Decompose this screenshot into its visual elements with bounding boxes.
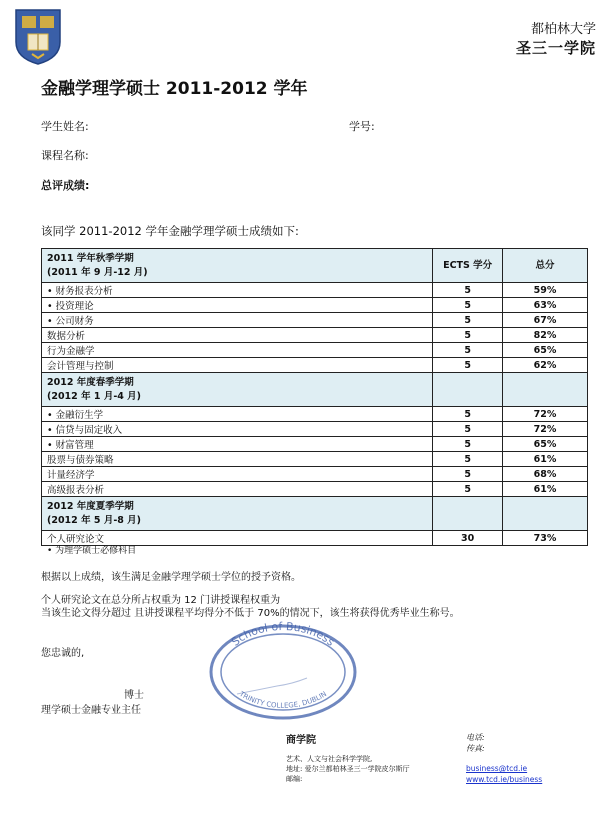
score-column-header	[503, 373, 588, 407]
semester-title: 2012 年度春季学期	[47, 376, 134, 388]
module-credit: 5	[433, 407, 503, 422]
module-name: 行为金融学	[42, 343, 433, 358]
semester-header	[42, 497, 433, 531]
module-name: 会计管理与控制	[42, 358, 433, 373]
module-credit: 5	[433, 283, 503, 298]
semester-header-row	[42, 373, 588, 407]
module-score: 61%	[503, 482, 588, 497]
module-score: 62%	[503, 358, 588, 373]
semester-header-row	[42, 497, 588, 531]
document-title: 金融学理学硕士 2011-2012 学年	[41, 79, 308, 99]
module-credit: 5	[433, 422, 503, 437]
footer-school-name: 商学院	[286, 735, 316, 746]
module-name: • 投资理论	[42, 298, 433, 313]
module-credit: 5	[433, 467, 503, 482]
module-score: 65%	[503, 437, 588, 452]
module-name: 数据分析	[42, 328, 433, 343]
table-row	[42, 467, 588, 482]
student-name-label: 学生姓名:	[41, 120, 89, 133]
semester-header-row	[42, 249, 588, 283]
table-row	[42, 437, 588, 452]
table-row	[42, 452, 588, 467]
footer-postcode: 邮编:	[286, 775, 303, 783]
stamp-bottom-text: TRINITY COLLEGE, DUBLIN	[237, 689, 329, 710]
footer-faculty: 艺术、人文与社会科学学院,	[286, 755, 373, 763]
module-name: 个人研究论文	[42, 531, 433, 546]
semester-title: 2012 年度夏季学期	[47, 500, 134, 512]
module-score: 73%	[503, 531, 588, 546]
module-name: • 财务报表分析	[42, 283, 433, 298]
eligibility-paragraph: 根据以上成绩，该生满足金融学理学硕士学位的授予资格。	[41, 572, 301, 583]
module-credit: 5	[433, 358, 503, 373]
credit-column-header: ECTS 学分	[433, 249, 503, 283]
table-row	[42, 407, 588, 422]
table-row	[42, 298, 588, 313]
credit-column-header	[433, 373, 503, 407]
semester-header	[42, 373, 433, 407]
module-credit: 30	[433, 531, 503, 546]
university-name-line2: 圣三一学院	[515, 39, 596, 57]
table-row	[42, 283, 588, 298]
module-score: 82%	[503, 328, 588, 343]
module-credit: 5	[433, 437, 503, 452]
mandatory-note: • 为理学硕士必修科目	[47, 546, 137, 556]
footer-website-link[interactable]: www.tcd.ie/business	[466, 775, 543, 784]
module-name: • 金融衍生学	[42, 407, 433, 422]
university-crest-icon	[14, 8, 62, 66]
module-score: 59%	[503, 283, 588, 298]
semester-header	[42, 249, 433, 283]
module-credit: 5	[433, 343, 503, 358]
signature-role: 理学硕士金融专业主任	[41, 705, 141, 716]
signature-title: 博士	[124, 690, 144, 701]
student-id-label: 学号:	[349, 120, 375, 133]
university-name	[516, 20, 596, 58]
semester-dates: (2011 年 9 月-12 月)	[47, 266, 148, 278]
footer-phone-label: 电话:	[466, 733, 485, 742]
module-name: 股票与债券策略	[42, 452, 433, 467]
weighting-paragraph-line1: 个人研究论文在总分所占权重为 12 门讲授课程权重为	[41, 595, 281, 606]
table-row	[42, 482, 588, 497]
footer-email-link[interactable]: business@tcd.ie	[466, 764, 528, 773]
module-score: 61%	[503, 452, 588, 467]
overall-grade-label: 总评成绩:	[41, 179, 90, 192]
module-credit: 5	[433, 482, 503, 497]
table-row	[42, 328, 588, 343]
module-score: 72%	[503, 407, 588, 422]
semester-dates: (2012 年 5 月-8 月)	[47, 514, 142, 526]
score-column-header	[503, 497, 588, 531]
school-stamp	[207, 620, 359, 720]
module-score: 72%	[503, 422, 588, 437]
weighting-paragraph-line2: 当该生论文得分超过 且讲授课程平均得分不低于 70%的情况下，该生将获得优秀毕业生称号。	[41, 608, 460, 619]
footer-address: 地址: 爱尔兰都柏林圣三一学院皮尔斯厅	[286, 765, 410, 773]
stamp-top-text: School of Business	[229, 620, 337, 649]
university-name-line1: 都柏林大学	[530, 22, 596, 37]
footer-fax-label: 传真:	[466, 744, 485, 753]
module-name: • 信贷与固定收入	[42, 422, 433, 437]
table-row	[42, 343, 588, 358]
module-name: • 公司财务	[42, 313, 433, 328]
module-credit: 5	[433, 452, 503, 467]
table-row	[42, 313, 588, 328]
semester-title: 2011 学年秋季学期	[47, 252, 134, 264]
grades-table	[41, 248, 588, 546]
score-column-header: 总分	[503, 249, 588, 283]
module-score: 65%	[503, 343, 588, 358]
course-name-label: 课程名称:	[41, 149, 89, 162]
closing-salutation: 您忠诚的,	[41, 648, 85, 659]
table-row	[42, 358, 588, 373]
module-name: • 财富管理	[42, 437, 433, 452]
transcript-intro: 该同学 2011-2012 学年金融学理学硕士成绩如下:	[41, 224, 299, 238]
module-credit: 5	[433, 313, 503, 328]
module-name: 高级报表分析	[42, 482, 433, 497]
table-row	[42, 422, 588, 437]
credit-column-header	[433, 497, 503, 531]
module-score: 67%	[503, 313, 588, 328]
module-name: 计量经济学	[42, 467, 433, 482]
module-score: 68%	[503, 467, 588, 482]
semester-dates: (2012 年 1 月-4 月)	[47, 390, 142, 402]
module-score: 63%	[503, 298, 588, 313]
module-credit: 5	[433, 298, 503, 313]
svg-text:TRINITY COLLEGE, DUBLIN	[237, 689, 328, 709]
module-credit: 5	[433, 328, 503, 343]
